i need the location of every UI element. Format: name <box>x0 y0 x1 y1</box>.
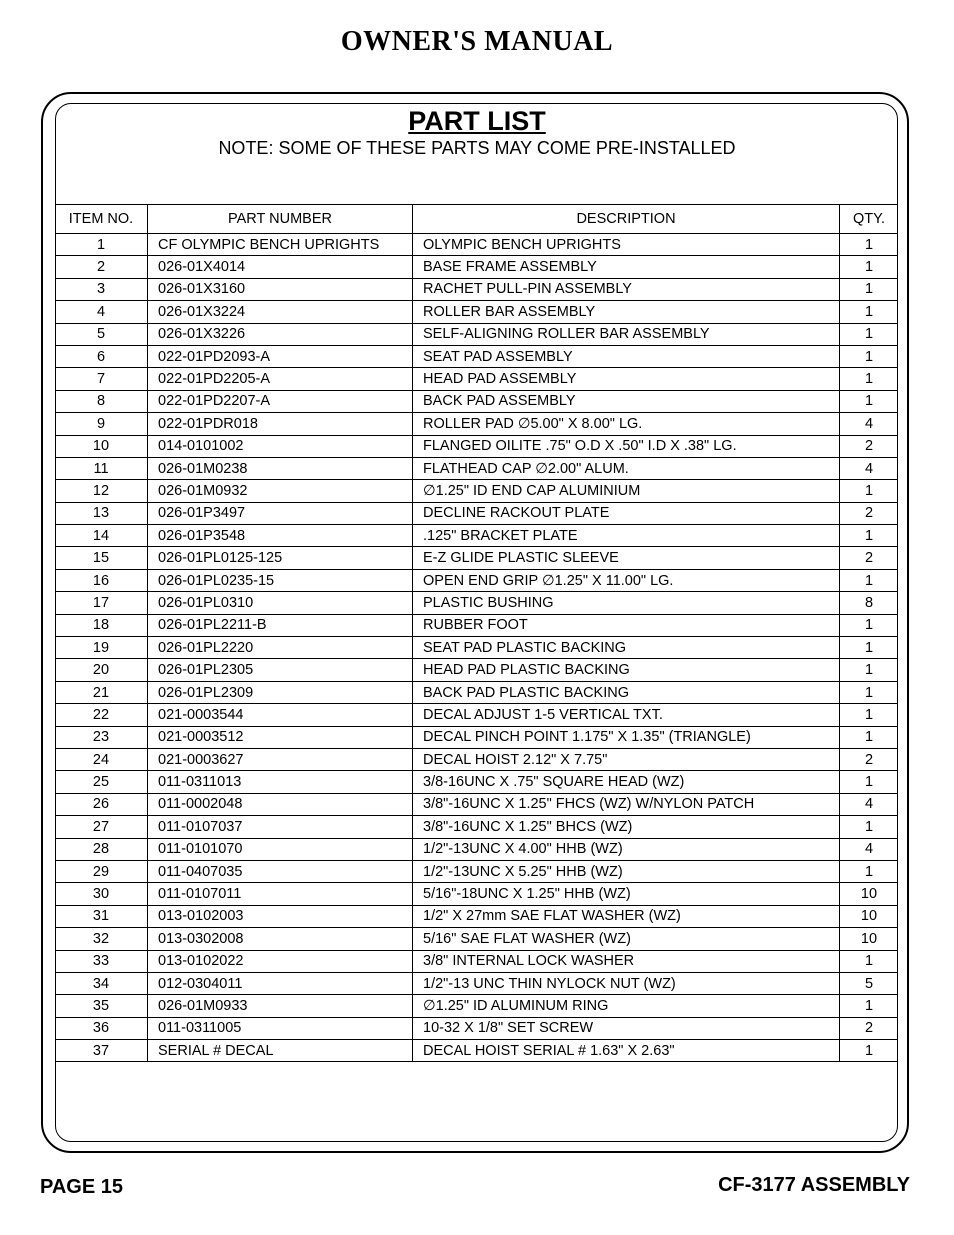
table-row <box>55 1040 898 1062</box>
description-cell: HEAD PAD ASSEMBLY <box>413 368 840 390</box>
description-cell: RUBBER FOOT <box>413 614 840 636</box>
item-no-cell: 20 <box>55 659 148 681</box>
item-no-cell: 10 <box>55 435 148 457</box>
part-number-cell: 013-0302008 <box>148 928 413 950</box>
description-cell: RACHET PULL-PIN ASSEMBLY <box>413 278 840 300</box>
table-row <box>55 256 898 278</box>
qty-cell: 1 <box>840 256 899 278</box>
part-list-note: NOTE: SOME OF THESE PARTS MAY COME PRE-INSTALLED <box>218 138 736 158</box>
description-cell: 5/16" SAE FLAT WASHER (WZ) <box>413 928 840 950</box>
table-row <box>55 301 898 323</box>
column-header-part-number: PART NUMBER <box>148 205 413 234</box>
description-cell: FLATHEAD CAP ∅2.00" ALUM. <box>413 457 840 479</box>
part-number-cell: 012-0304011 <box>148 972 413 994</box>
item-no-cell: 15 <box>55 547 148 569</box>
qty-cell: 1 <box>840 525 899 547</box>
description-cell: DECAL HOIST SERIAL # 1.63" X 2.63" <box>413 1040 840 1062</box>
qty-cell: 1 <box>840 704 899 726</box>
table-row <box>55 569 898 591</box>
item-no-cell: 31 <box>55 905 148 927</box>
part-number-cell: 026-01X3160 <box>148 278 413 300</box>
item-no-cell: 37 <box>55 1040 148 1062</box>
part-number-cell: 022-01PD2093-A <box>148 345 413 367</box>
qty-cell: 1 <box>840 278 899 300</box>
qty-cell: 1 <box>840 816 899 838</box>
qty-cell: 1 <box>840 614 899 636</box>
table-row <box>55 681 898 703</box>
qty-cell: 1 <box>840 637 899 659</box>
qty-cell: 2 <box>840 748 899 770</box>
qty-cell: 1 <box>840 726 899 748</box>
part-number-cell: 021-0003512 <box>148 726 413 748</box>
description-cell: 1/2"-13UNC X 4.00" HHB (WZ) <box>413 838 840 860</box>
table-row <box>55 1017 898 1039</box>
part-number-cell: 026-01PL0235-15 <box>148 569 413 591</box>
part-number-cell: 011-0311005 <box>148 1017 413 1039</box>
section-title: CF-3177 ASSEMBLY <box>718 1174 910 1196</box>
description-cell: ∅1.25" ID ALUMINUM RING <box>413 995 840 1017</box>
item-no-cell: 6 <box>55 345 148 367</box>
column-header-description: DESCRIPTION <box>413 205 840 234</box>
qty-cell: 4 <box>840 793 899 815</box>
description-cell: HEAD PAD PLASTIC BACKING <box>413 659 840 681</box>
part-number-cell: 026-01PL0310 <box>148 592 413 614</box>
description-cell: DECAL PINCH POINT 1.175" X 1.35" (TRIANGLE) <box>413 726 840 748</box>
item-no-cell: 19 <box>55 637 148 659</box>
part-number-cell: 026-01M0933 <box>148 995 413 1017</box>
part-number-cell: 021-0003627 <box>148 748 413 770</box>
table-row <box>55 860 898 882</box>
part-number-cell: 022-01PDR018 <box>148 413 413 435</box>
item-no-cell: 13 <box>55 502 148 524</box>
parts-table-body <box>55 234 898 1062</box>
item-no-cell: 33 <box>55 950 148 972</box>
part-number-cell: SERIAL # DECAL <box>148 1040 413 1062</box>
qty-cell: 1 <box>840 390 899 412</box>
table-row <box>55 793 898 815</box>
item-no-cell: 29 <box>55 860 148 882</box>
part-number-cell: 021-0003544 <box>148 704 413 726</box>
part-number-cell: 026-01PL2211-B <box>148 614 413 636</box>
part-number-cell: 014-0101002 <box>148 435 413 457</box>
table-row <box>55 950 898 972</box>
column-header-qty: QTY. <box>840 205 899 234</box>
qty-cell: 1 <box>840 368 899 390</box>
part-list-title: PART LIST <box>408 106 546 136</box>
item-no-cell: 9 <box>55 413 148 435</box>
item-no-cell: 26 <box>55 793 148 815</box>
qty-cell: 1 <box>840 323 899 345</box>
item-no-cell: 35 <box>55 995 148 1017</box>
part-number-cell: 026-01PL2220 <box>148 637 413 659</box>
item-no-cell: 28 <box>55 838 148 860</box>
item-no-cell: 12 <box>55 480 148 502</box>
qty-cell: 4 <box>840 457 899 479</box>
item-no-cell: 17 <box>55 592 148 614</box>
part-number-cell: 026-01M0932 <box>148 480 413 502</box>
table-row <box>55 345 898 367</box>
table-row <box>55 838 898 860</box>
qty-cell: 1 <box>840 860 899 882</box>
item-no-cell: 7 <box>55 368 148 390</box>
description-cell: FLANGED OILITE .75" O.D X .50" I.D X .38" LG. <box>413 435 840 457</box>
item-no-cell: 8 <box>55 390 148 412</box>
item-no-cell: 21 <box>55 681 148 703</box>
item-no-cell: 25 <box>55 771 148 793</box>
table-row <box>55 659 898 681</box>
part-number-cell: 026-01PL2309 <box>148 681 413 703</box>
table-row <box>55 637 898 659</box>
qty-cell: 10 <box>840 883 899 905</box>
qty-cell: 4 <box>840 413 899 435</box>
description-cell: SEAT PAD ASSEMBLY <box>413 345 840 367</box>
part-number-cell: 026-01PL2305 <box>148 659 413 681</box>
qty-cell: 1 <box>840 345 899 367</box>
part-number-cell: 011-0107011 <box>148 883 413 905</box>
part-number-cell: 022-01PD2205-A <box>148 368 413 390</box>
item-no-cell: 2 <box>55 256 148 278</box>
item-no-cell: 1 <box>55 234 148 256</box>
description-cell: SELF-ALIGNING ROLLER BAR ASSEMBLY <box>413 323 840 345</box>
item-no-cell: 27 <box>55 816 148 838</box>
item-no-cell: 16 <box>55 569 148 591</box>
part-number-cell: 026-01P3497 <box>148 502 413 524</box>
table-header-row <box>55 205 898 234</box>
part-number-cell: 026-01PL0125-125 <box>148 547 413 569</box>
table-row <box>55 547 898 569</box>
table-row <box>55 972 898 994</box>
table-row <box>55 614 898 636</box>
qty-cell: 2 <box>840 502 899 524</box>
table-row <box>55 704 898 726</box>
description-cell: 3/8"-16UNC X 1.25" FHCS (WZ) W/NYLON PATCH <box>413 793 840 815</box>
table-row <box>55 816 898 838</box>
table-row <box>55 771 898 793</box>
qty-cell: 1 <box>840 569 899 591</box>
description-cell: 3/8"-16UNC X 1.25" BHCS (WZ) <box>413 816 840 838</box>
qty-cell: 1 <box>840 771 899 793</box>
table-row <box>55 323 898 345</box>
table-row <box>55 525 898 547</box>
part-number-cell: 026-01X3226 <box>148 323 413 345</box>
table-row <box>55 480 898 502</box>
item-no-cell: 4 <box>55 301 148 323</box>
description-cell: ∅1.25" ID END CAP ALUMINIUM <box>413 480 840 502</box>
table-row <box>55 883 898 905</box>
table-row <box>55 726 898 748</box>
qty-cell: 1 <box>840 659 899 681</box>
parts-table <box>55 204 898 1062</box>
part-number-cell: 013-0102022 <box>148 950 413 972</box>
qty-cell: 2 <box>840 1017 899 1039</box>
description-cell: OLYMPIC BENCH UPRIGHTS <box>413 234 840 256</box>
part-number-cell: 026-01M0238 <box>148 457 413 479</box>
part-number-cell: 013-0102003 <box>148 905 413 927</box>
description-cell: OPEN END GRIP ∅1.25" X 11.00" LG. <box>413 569 840 591</box>
column-header-item-no: ITEM NO. <box>55 205 148 234</box>
qty-cell: 1 <box>840 950 899 972</box>
part-number-cell: CF OLYMPIC BENCH UPRIGHTS <box>148 234 413 256</box>
table-row <box>55 457 898 479</box>
qty-cell: 10 <box>840 905 899 927</box>
table-row <box>55 502 898 524</box>
description-cell: BASE FRAME ASSEMBLY <box>413 256 840 278</box>
part-number-cell: 026-01X4014 <box>148 256 413 278</box>
table-row <box>55 748 898 770</box>
item-no-cell: 22 <box>55 704 148 726</box>
item-no-cell: 23 <box>55 726 148 748</box>
qty-cell: 1 <box>840 301 899 323</box>
manual-title: OWNER'S MANUAL <box>340 26 614 57</box>
description-cell: DECAL HOIST 2.12" X 7.75" <box>413 748 840 770</box>
description-cell: 1/2"-13 UNC THIN NYLOCK NUT (WZ) <box>413 972 840 994</box>
description-cell: 10-32 X 1/8" SET SCREW <box>413 1017 840 1039</box>
qty-cell: 5 <box>840 972 899 994</box>
table-row <box>55 368 898 390</box>
qty-cell: 1 <box>840 681 899 703</box>
qty-cell: 1 <box>840 480 899 502</box>
description-cell: SEAT PAD PLASTIC BACKING <box>413 637 840 659</box>
part-number-cell: 011-0101070 <box>148 838 413 860</box>
table-row <box>55 234 898 256</box>
item-no-cell: 11 <box>55 457 148 479</box>
page-number: PAGE 15 <box>40 1176 123 1198</box>
item-no-cell: 32 <box>55 928 148 950</box>
description-cell: 1/2" X 27mm SAE FLAT WASHER (WZ) <box>413 905 840 927</box>
qty-cell: 1 <box>840 995 899 1017</box>
qty-cell: 10 <box>840 928 899 950</box>
table-row <box>55 905 898 927</box>
table-row <box>55 995 898 1017</box>
item-no-cell: 3 <box>55 278 148 300</box>
item-no-cell: 30 <box>55 883 148 905</box>
item-no-cell: 24 <box>55 748 148 770</box>
description-cell: 1/2"-13UNC X 5.25" HHB (WZ) <box>413 860 840 882</box>
description-cell: 3/8" INTERNAL LOCK WASHER <box>413 950 840 972</box>
part-number-cell: 011-0107037 <box>148 816 413 838</box>
description-cell: BACK PAD ASSEMBLY <box>413 390 840 412</box>
part-number-cell: 011-0002048 <box>148 793 413 815</box>
description-cell: DECAL ADJUST 1-5 VERTICAL TXT. <box>413 704 840 726</box>
description-cell: DECLINE RACKOUT PLATE <box>413 502 840 524</box>
qty-cell: 8 <box>840 592 899 614</box>
part-number-cell: 022-01PD2207-A <box>148 390 413 412</box>
table-row <box>55 928 898 950</box>
table-row <box>55 435 898 457</box>
description-cell: BACK PAD PLASTIC BACKING <box>413 681 840 703</box>
item-no-cell: 5 <box>55 323 148 345</box>
qty-cell: 4 <box>840 838 899 860</box>
table-row <box>55 592 898 614</box>
qty-cell: 1 <box>840 234 899 256</box>
qty-cell: 1 <box>840 1040 899 1062</box>
item-no-cell: 18 <box>55 614 148 636</box>
description-cell: E-Z GLIDE PLASTIC SLEEVE <box>413 547 840 569</box>
qty-cell: 2 <box>840 435 899 457</box>
description-cell: ROLLER BAR ASSEMBLY <box>413 301 840 323</box>
description-cell: .125" BRACKET PLATE <box>413 525 840 547</box>
table-row <box>55 278 898 300</box>
part-number-cell: 011-0311013 <box>148 771 413 793</box>
item-no-cell: 14 <box>55 525 148 547</box>
table-row <box>55 413 898 435</box>
part-number-cell: 026-01P3548 <box>148 525 413 547</box>
part-number-cell: 011-0407035 <box>148 860 413 882</box>
part-number-cell: 026-01X3224 <box>148 301 413 323</box>
qty-cell: 2 <box>840 547 899 569</box>
description-cell: 5/16"-18UNC X 1.25" HHB (WZ) <box>413 883 840 905</box>
description-cell: 3/8-16UNC X .75" SQUARE HEAD (WZ) <box>413 771 840 793</box>
item-no-cell: 34 <box>55 972 148 994</box>
description-cell: PLASTIC BUSHING <box>413 592 840 614</box>
description-cell: ROLLER PAD ∅5.00" X 8.00" LG. <box>413 413 840 435</box>
item-no-cell: 36 <box>55 1017 148 1039</box>
table-row <box>55 390 898 412</box>
